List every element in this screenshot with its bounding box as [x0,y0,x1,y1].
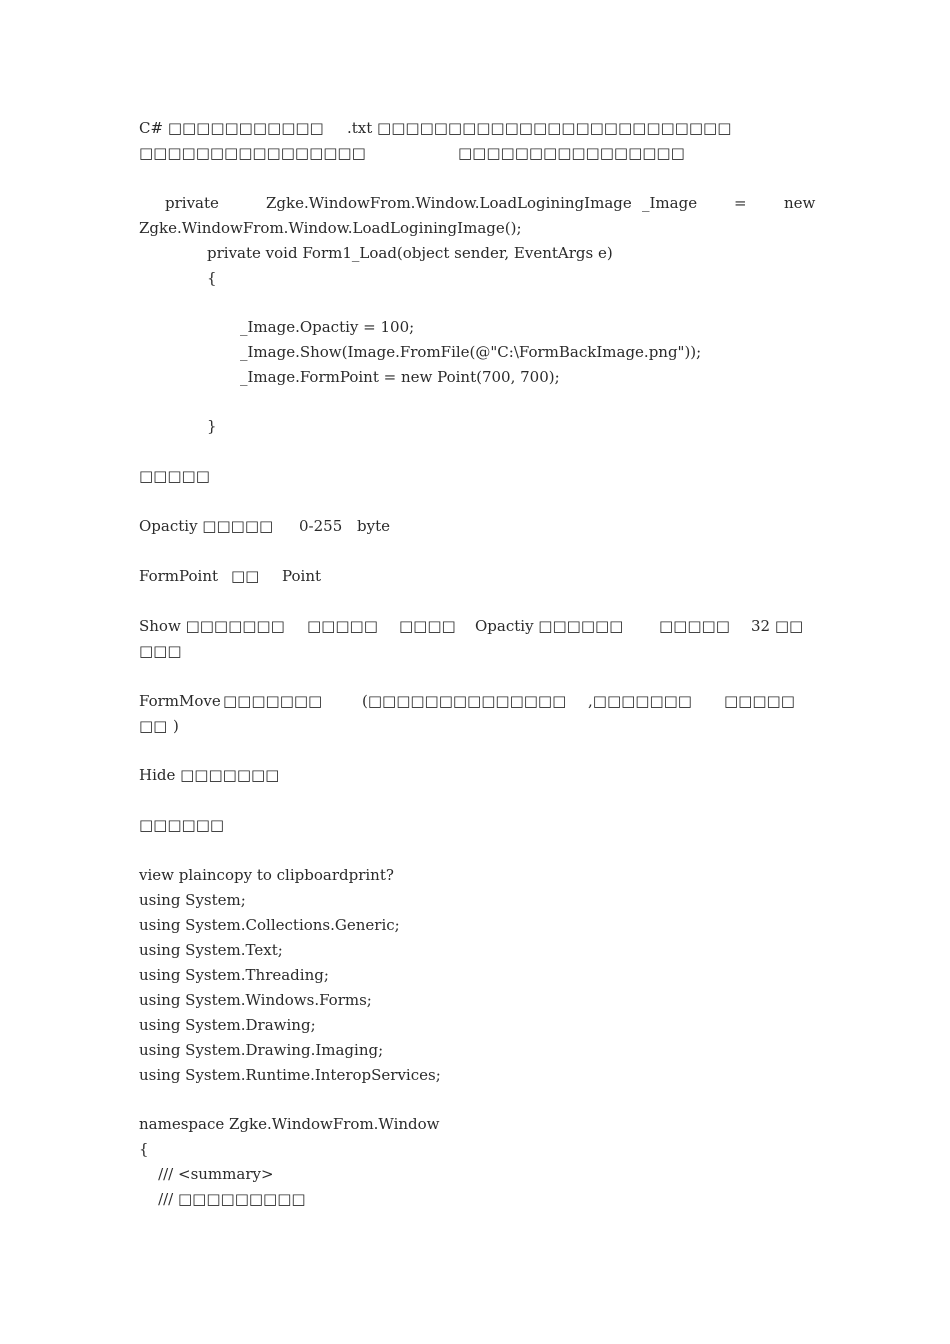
method-formmove-desc2: (□□□□□□□□□□□□□□ [362,692,567,710]
method-show-label: Show □□□□□□□ [139,617,285,635]
code-line: /// □□□□□□□□□ [139,1190,306,1208]
code-line: using System.Drawing.Imaging; [139,1041,384,1059]
usage-code-line2: Zgke.WindowFrom.Window.LoadLoginingImage(); [139,219,522,237]
prop-formpoint-desc: □□ [231,567,260,585]
prop-opacity-type: byte [357,517,390,535]
method-formmove-desc1: □□□□□□□ [223,692,323,710]
usage-code-line6: _Image.Show(Image.FromFile(@"C:\FormBackImage.png")); [240,343,702,361]
code-line: using System.Threading; [139,966,329,984]
method-formmove-desc5: □□ [139,717,168,735]
usage-code-varname: _Image [642,194,698,212]
method-show-desc6: □□□ [139,642,182,660]
usage-code-line5: _Image.Opactiy = 100; [240,318,415,336]
prop-opacity-range: 0-255 [299,517,343,535]
props-heading: □□□□□ [139,467,210,485]
intro-line2-part2: □□□□□□□□□□□□□□□□ [458,144,685,162]
code-line: using System; [139,891,246,909]
method-show-desc5: 32 □□ [751,617,804,635]
code-line: /// <summary> [139,1165,274,1183]
method-show-desc4: □□□□□ [659,617,730,635]
code-line: using System.Collections.Generic; [139,916,400,934]
code-line: using System.Windows.Forms; [139,991,372,1009]
prop-opacity-label: Opactiy □□□□□ [139,517,274,535]
usage-code-line7: _Image.FormPoint = new Point(700, 700); [240,368,560,386]
method-show-desc1: □□□□□ [307,617,378,635]
usage-code-type: Zgke.WindowFrom.Window.LoadLoginingImage [266,194,632,212]
usage-code-open-brace: { [207,269,217,287]
code-line: using System.Drawing; [139,1016,316,1034]
code-line: using System.Runtime.InteropServices; [139,1066,441,1084]
intro-line2-part1: □□□□□□□□□□□□□□□□ [139,144,366,162]
usage-code-equals: = [734,194,747,212]
code-line: using System.Text; [139,941,283,959]
method-formmove-desc4: □□□□□ [724,692,795,710]
usage-code-private: private [165,194,219,212]
code-heading: □□□□□□ [139,816,225,834]
code-line: view plaincopy to clipboardprint? [139,866,394,884]
code-line: namespace Zgke.WindowFrom.Window [139,1115,440,1133]
method-show-desc3: Opactiy □□□□□□ [475,617,624,635]
intro-line1-part2: .txt □□□□□□□□□□□□□□□□□□□□□□□□□ [347,119,732,137]
method-show-desc2: □□□□ [399,617,456,635]
intro-line1-part1: C# □□□□□□□□□□□ [139,119,324,137]
code-line: { [139,1140,149,1158]
prop-formpoint-type: Point [282,567,322,585]
method-formmove-desc3: ,□□□□□□□ [588,692,692,710]
usage-code-new: new [784,194,816,212]
prop-formpoint-label: FormPoint [139,567,219,585]
usage-code-close-brace: } [207,417,217,435]
method-hide-label: Hide □□□□□□□ [139,766,280,784]
usage-code-line3: private void Form1_Load(object sender, EventArgs e) [207,244,613,262]
method-formmove-label: FormMove [139,692,221,710]
method-formmove-close: ) [173,717,179,735]
